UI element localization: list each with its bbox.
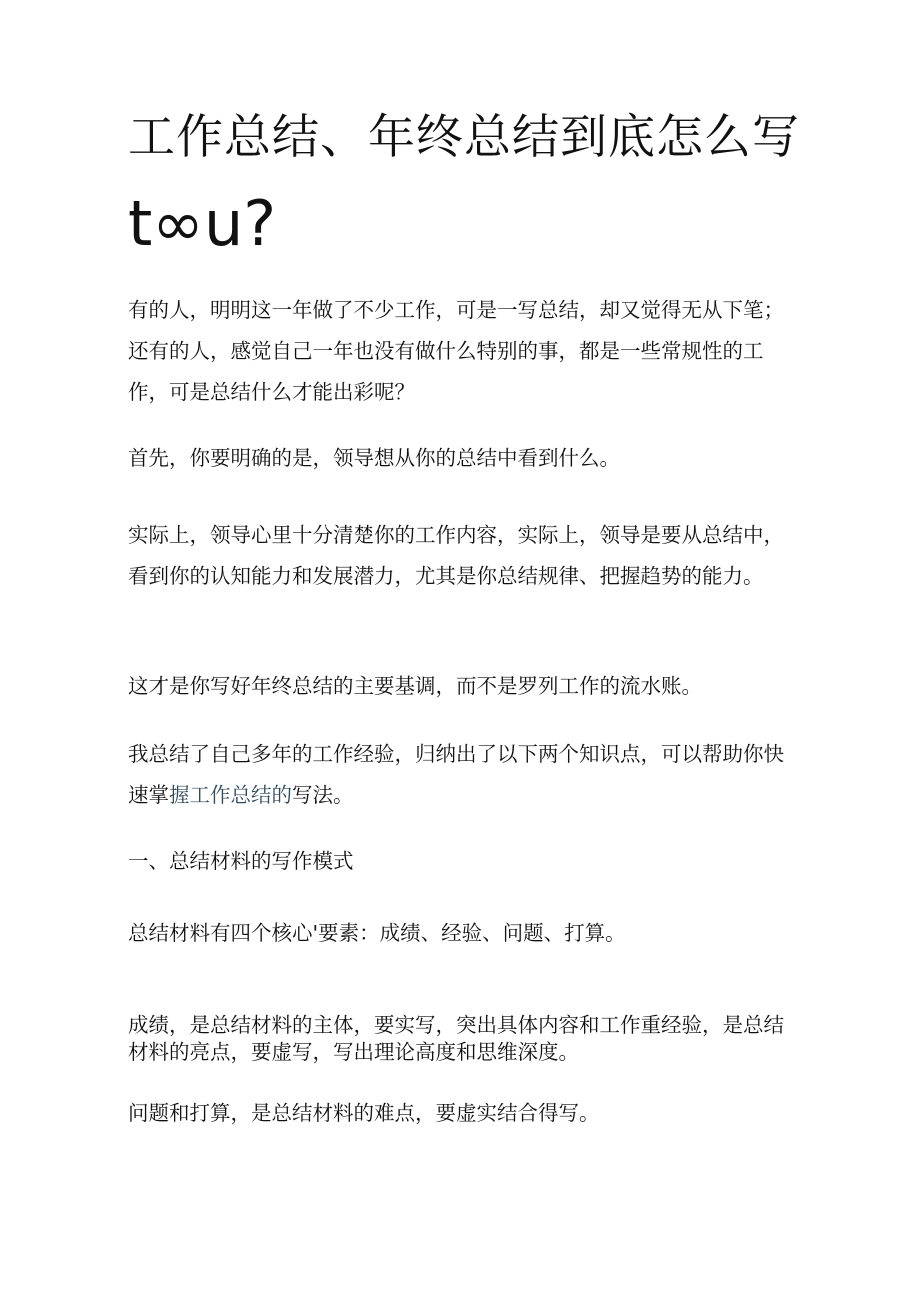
paragraph-knowledge-points <box>128 734 788 816</box>
article-title <box>128 95 808 267</box>
title-line-2: t∞u? <box>128 187 277 260</box>
paragraph-four-elements: 总结材料有四个核心'要素：成绩、经验、问题、打算。 <box>128 921 626 945</box>
paragraph-achievements: 成绩，是总结材料的主体，要实写，突出具体内容和工作重经验，是总结材料的亮点，要虚写，写出理论高度和思维深度。 <box>128 1013 784 1064</box>
paragraph-cognitive-ability: 实际上，领导心里十分清楚你的工作内容，实际上，领导是要从总结中，看到你的认知能力和发展潜力，尤其是你总结规律、把握趋势的能力。 <box>128 523 784 588</box>
highlighted-text: 握工作总结的 <box>169 783 292 807</box>
paragraph-intro: 有的人，明明这一年做了不少工作，可是一写总结，却又觉得无从下笔；还有的人，感觉自己一年也没有做什么特别的事，都是一些常规性的工作，可是总结什么才能出彩呢？ <box>128 298 784 404</box>
paragraph-text-after: 写法。 <box>292 783 354 807</box>
paragraph-leader-expectation: 首先，你要明确的是，领导想从你的总结中看到什么。 <box>128 446 620 470</box>
paragraph-text-before: 我总结了自己多年的工作经验，归纳出了以下两个知识点，可以帮助你快速掌 <box>128 742 784 807</box>
paragraph-problems-plans: 问题和打算，是总结材料的难点，要虚实结合得写。 <box>128 1101 600 1125</box>
title-line-1: 工作总结、年终总结到底怎么写 <box>128 110 800 165</box>
paragraph-main-tone: 这才是你写好年终总结的主要基调，而不是罗列工作的流水账。 <box>128 674 702 698</box>
section-heading-writing-mode: 一、总结材料的写作模式 <box>128 849 354 873</box>
